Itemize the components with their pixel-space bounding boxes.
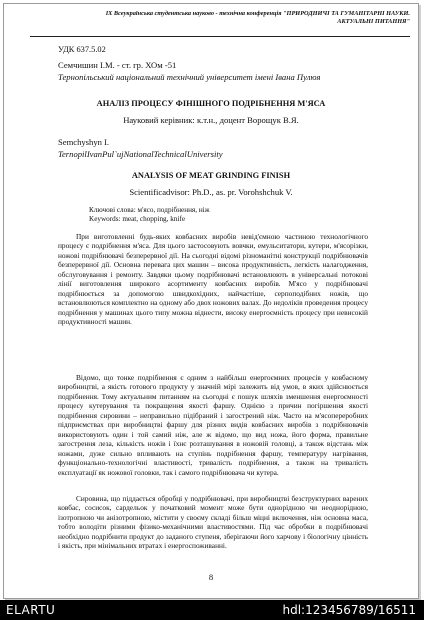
repository-name: ELARTU: [6, 603, 56, 617]
keywords-uk: Ключові слова: м'ясо, подрібнення, ніж: [89, 206, 210, 214]
advisor-uk: Науковий керівник: к.т.н., доцент Ворощук В.Я.: [123, 115, 299, 125]
keywords-en: Keywords: meat, chopping, knife: [89, 215, 186, 223]
handle-link[interactable]: hdl:123456789/16511: [282, 603, 416, 617]
udk-code: УДК 637.5.02: [58, 45, 106, 54]
author-uk: Семчишин І.М. - ст. гр. ХОм -51: [58, 60, 177, 70]
body-paragraph-3: Сировина, що піддається обробці у подрібнювачі, при виробництві безструктурних варених ковбас, сосисок, сардельок у початковий момент може бути однорідною чи неоднорідною, ізотропною чи анізотропною, містити у своєму складі більш міцні включення, ніж основна маса, тобто володіти різними фізико-механічними властивостями. Під час обробки в подрібнювачі необхідно подрібнити продукт до заданого ступеня, зберігаючи його харчову і біологічну цінність і якість, при мінімальних втратах і енергоспоживанні.: [58, 494, 368, 551]
affiliation-uk: Тернопільський національний технічний університет імені Івана Пулюя: [58, 72, 321, 82]
running-head-line-2: АКТУАЛЬНІ ПИТАННЯ": [337, 17, 410, 25]
page-number: 8: [208, 572, 214, 582]
title-en: ANALYSIS OF MEAT GRINDING FINISH: [131, 171, 291, 180]
running-head-line-1: IX Всеукраїнська студентська науково - технічна конференція "ПРИРОДНИЧІ ТА ГУМАНІТАРНІ НАУКИ.: [105, 10, 410, 17]
advisor-en: Scientificadvisor: Ph.D., as. pr. Vorohshchuk V.: [129, 187, 293, 197]
body-paragraph-2: Відомо, що тонке подрібнення є одним з найбільш енергоємних процесів у ковбасному виробництві, а якість готового продукту у значній мірі залежить від умов, в яких здійснюється подрібнення. Тому актуальним питанням на сьогодні є пошук шляхів зменшення енергоємності процесу кутерування та покращення якості фаршу. Однією з причин погіршення якості подрібнення сировини – неправильно підібраний і загострений ніж. Часто на м'ясопереробних підприємствах при виробництві фаршу для різних видів ковбасних виробів з подрібнювачів використовують один і той самий ніж, але ж відомо, що вид ножа, його форма, правильне загострення леза, кількість ножів і їхнє розташування в ножовій головці, а також відстань між ножами, дуже сильно впливають на ступінь подрібнення фаршу, температуру нагрівання, функціонально-технологічні властивості, тривалість подрібнення, а також на тривалість експлуатації як ножової головки, так і самого подрібнювача чи кутера.: [58, 373, 368, 477]
affiliation-en: TernopilIvanPul`ujNationalTechnicalUniversity: [58, 149, 223, 159]
conference-running-head: [30, 10, 410, 37]
title-uk: АНАЛІЗ ПРОЦЕСУ ФІНІШНОГО ПОДРІБНЕННЯ М'ЯСА: [96, 99, 326, 108]
author-en: Semchyshyn I.: [58, 137, 110, 147]
document-page: [3, 3, 419, 599]
repository-footer: [0, 600, 424, 620]
body-paragraph-1: При виготовленні будь-яких ковбасних виробів невід'ємною частиною технологічного процесу є подрібнення м'яса. Для цього застосовують вовчки, емульситатори, кутери, м'ясорізки, ножові подрібнювачі безперервної дії. На сьогодні відомі різноманітні конструкції подрібнювачів безперервної дії. Основна перевага цих машин – висока продуктивність, легкість налагодження, обслуговування і ремонту. Завдяки цьому подрібнювачі встановлюють в універсальні потокові лінії виготовлення широкого асортименту ковбасних виробів. М'ясо у подрібнювачі подрібнюється за допомогою швидкохідних, найчастіше, серпоподібних ножів, що встановлюються комплектно на одному або двох ножових валах. До недоліків проведення процесу подрібнення у машинах цього типу можна віднести, високу енергоємність процесу при невисокій продуктивності машин.: [58, 232, 368, 327]
